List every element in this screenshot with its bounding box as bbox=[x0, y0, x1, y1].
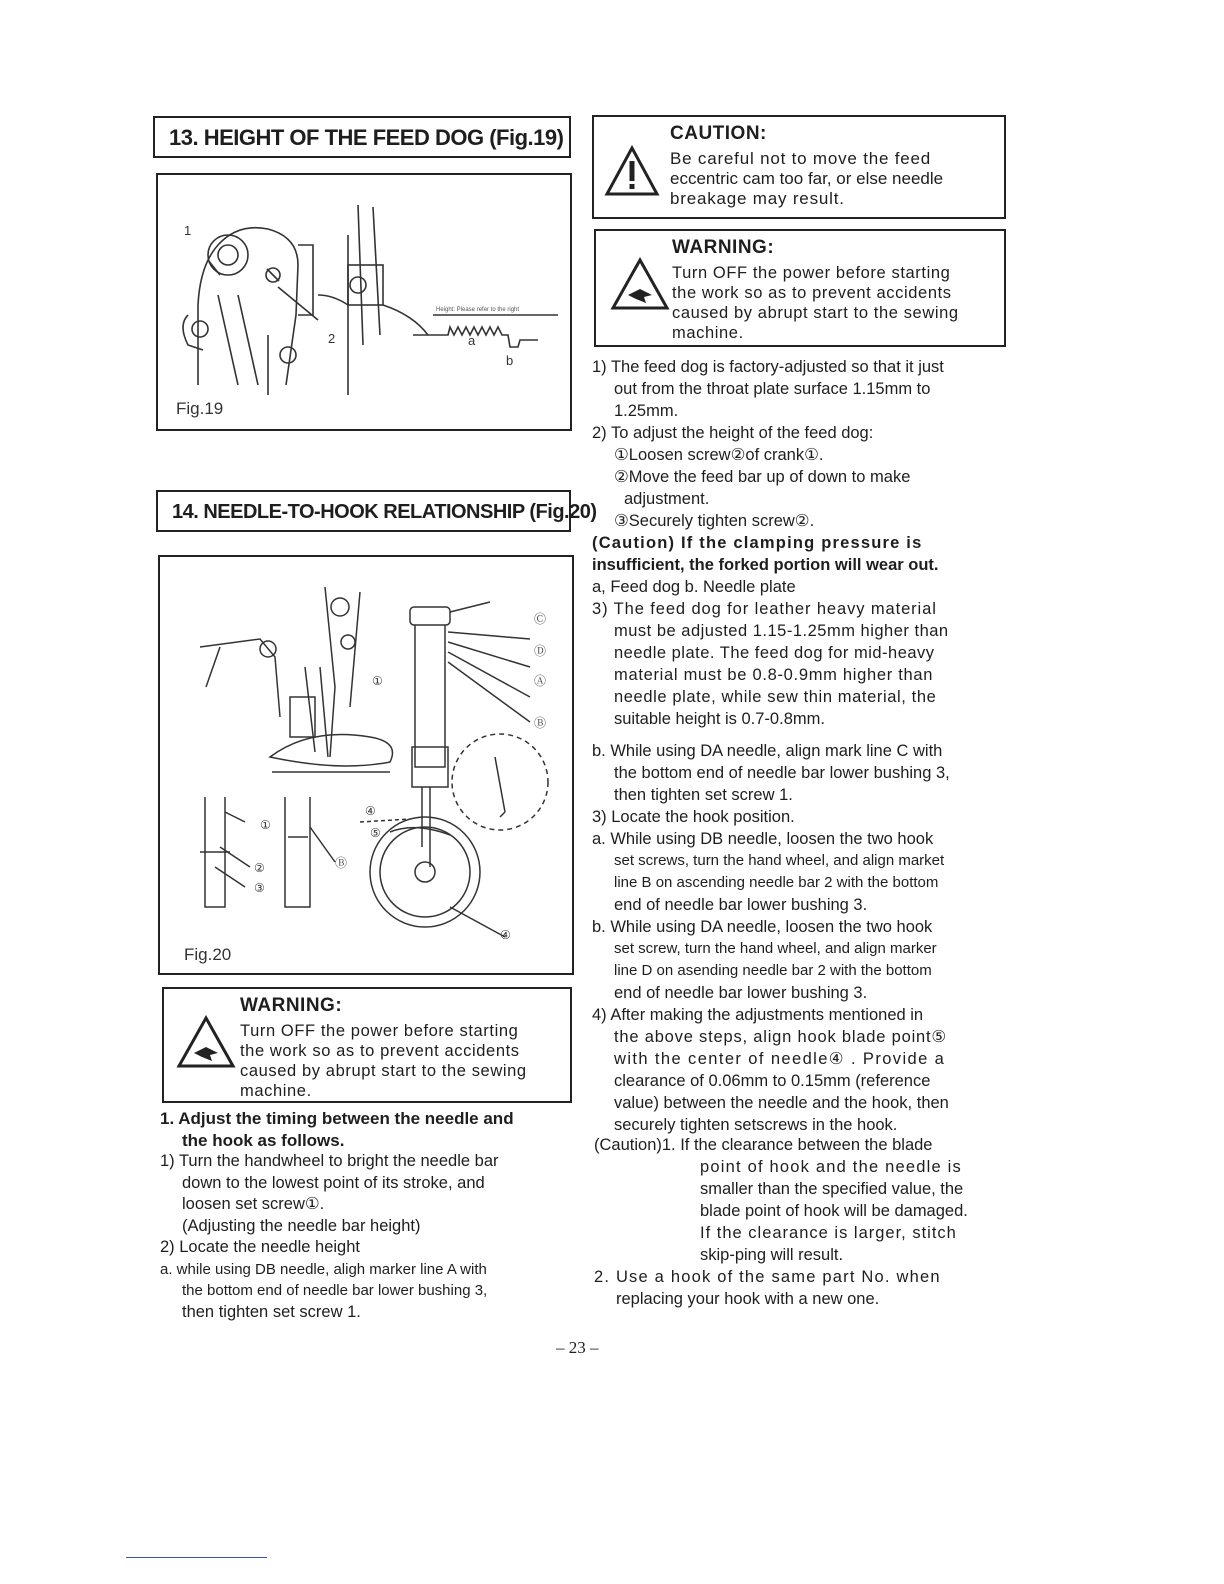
right-line: the above steps, align hook blade point⑤ bbox=[614, 1028, 948, 1046]
right-line: 3) The feed dog for leather heavy material bbox=[592, 600, 937, 618]
fig20-callout-4: ④ bbox=[365, 804, 376, 818]
fig20-callout-2: ② bbox=[254, 861, 265, 875]
left-line: (Adjusting the needle bar height) bbox=[182, 1216, 421, 1235]
right-text-top bbox=[592, 356, 1016, 730]
left-heading-1: 1. Adjust the timing between the needle and bbox=[160, 1109, 514, 1128]
caution-line: Be careful not to move the feed bbox=[670, 149, 932, 168]
section-13-title: 13. HEIGHT OF THE FEED DOG (Fig.19) bbox=[153, 116, 571, 158]
warning-body-right bbox=[672, 263, 959, 343]
warning-box-right bbox=[594, 229, 1006, 347]
fig20-callout-b: Ⓑ bbox=[534, 716, 547, 730]
right-text-bottom bbox=[594, 1134, 1018, 1310]
left-line: down to the lowest point of its stroke, and bbox=[182, 1173, 485, 1192]
fig20-callout-a: Ⓐ bbox=[534, 674, 547, 688]
right-line: end of needle bar lower bushing 3. bbox=[614, 896, 868, 914]
fig19-label: Fig.19 bbox=[176, 399, 224, 418]
warning-line: machine. bbox=[672, 324, 744, 342]
right-line: 3) Locate the hook position. bbox=[592, 808, 795, 826]
right-line: out from the throat plate surface 1.15mm to bbox=[614, 380, 931, 398]
page-number: – 23 – bbox=[556, 1338, 599, 1357]
right-line: b. While using DA needle, align mark line C with bbox=[592, 742, 943, 760]
fig20-callout-4b: ④ bbox=[500, 928, 511, 942]
fig19-callout-a: a bbox=[468, 333, 476, 348]
right-line: 2. Use a hook of the same part No. when bbox=[594, 1268, 941, 1286]
right-line: skip-ping will result. bbox=[700, 1246, 844, 1264]
warning-title-left: WARNING: bbox=[240, 995, 343, 1016]
right-line: must be adjusted 1.15-1.25mm higher than bbox=[614, 622, 949, 640]
warning-line: the work so as to prevent accidents bbox=[672, 284, 952, 302]
warning-line: the work so as to prevent accidents bbox=[240, 1042, 520, 1060]
warning-box-left bbox=[162, 987, 572, 1103]
right-line: 2) To adjust the height of the feed dog: bbox=[592, 424, 874, 442]
right-line: replacing your hook with a new one. bbox=[616, 1290, 880, 1308]
warning-triangle-icon bbox=[176, 1015, 236, 1069]
caution-line: eccentric cam too far, or else needle bbox=[670, 169, 944, 188]
fig20-callout-1: ① bbox=[372, 674, 383, 688]
warning-line: caused by abrupt start to the sewing bbox=[240, 1062, 527, 1080]
right-line: end of needle bar lower bushing 3. bbox=[614, 984, 868, 1002]
figure-19 bbox=[156, 173, 572, 431]
warning-line: caused by abrupt start to the sewing bbox=[672, 304, 959, 322]
right-line: line B on ascending needle bar 2 with the bottom bbox=[614, 874, 939, 891]
caution-box bbox=[592, 115, 1006, 219]
right-line: 1) The feed dog is factory-adjusted so that it just bbox=[592, 358, 944, 376]
caution-line: breakage may result. bbox=[670, 189, 845, 208]
warning-line: machine. bbox=[240, 1082, 312, 1100]
section-14-title: 14. NEEDLE-TO-HOOK RELATIONSHIP (Fig.20) bbox=[156, 490, 571, 532]
fig19-height-note: Height: Please refer to the right bbox=[436, 307, 520, 313]
right-line: ②Move the feed bar up of down to make bbox=[614, 468, 911, 486]
right-line: value) between the needle and the hook, then bbox=[614, 1094, 949, 1112]
caution-body bbox=[670, 149, 943, 209]
warning-title-right: WARNING: bbox=[672, 237, 775, 258]
right-line: material must be 0.8-0.9mm higher than bbox=[614, 666, 934, 684]
caution-title: CAUTION: bbox=[670, 123, 767, 144]
right-caution-line: insufficient, the forked portion will wear out. bbox=[592, 556, 939, 574]
fig19-callout-1: 1 bbox=[184, 223, 192, 238]
left-line: a. while using DB needle, aligh marker line A with bbox=[160, 1260, 487, 1278]
left-line: loosen set screw①. bbox=[182, 1195, 325, 1213]
right-line: ①Loosen screw②of crank①. bbox=[614, 446, 824, 464]
right-line: clearance of 0.06mm to 0.15mm (reference bbox=[614, 1072, 931, 1090]
right-line: then tighten set screw 1. bbox=[614, 786, 793, 804]
fig19-callout-2: 2 bbox=[328, 331, 336, 346]
fig20-callout-5: ⑤ bbox=[370, 826, 381, 840]
feed-dog-illustration bbox=[158, 195, 570, 395]
left-line: the bottom end of needle bar lower bushing 3, bbox=[182, 1282, 488, 1299]
right-line: ③Securely tighten screw②. bbox=[614, 512, 815, 530]
fig20-callout-1b: ① bbox=[260, 818, 271, 832]
left-line: 1) Turn the handwheel to bright the needle bar bbox=[160, 1152, 499, 1170]
fig19-callout-b: b bbox=[506, 353, 514, 368]
fig20-label: Fig.20 bbox=[184, 945, 232, 964]
figure-20 bbox=[158, 555, 574, 975]
fig20-callout-c: Ⓒ bbox=[534, 612, 547, 626]
right-line: set screws, turn the hand wheel, and align market bbox=[614, 852, 945, 869]
right-line: with the center of needle④ . Provide a bbox=[614, 1050, 946, 1068]
right-line: 1.25mm. bbox=[614, 402, 679, 420]
right-line: a, Feed dog b. Needle plate bbox=[592, 578, 796, 596]
right-line: set screw, turn the hand wheel, and align marker bbox=[614, 940, 937, 957]
left-heading-2: the hook as follows. bbox=[182, 1130, 345, 1150]
right-line: suitable height is 0.7-0.8mm. bbox=[614, 710, 825, 728]
right-line: b. While using DA needle, loosen the two hook bbox=[592, 918, 933, 936]
left-line: 2) Locate the needle height bbox=[160, 1238, 360, 1256]
warning-body-left bbox=[240, 1021, 527, 1101]
left-line: then tighten set screw 1. bbox=[182, 1302, 361, 1321]
right-line: the bottom end of needle bar lower bushing 3, bbox=[614, 764, 950, 782]
right-line: adjustment. bbox=[624, 490, 710, 508]
right-line: needle plate, while sew thin material, the bbox=[614, 688, 937, 706]
right-line: a. While using DB needle, loosen the two hook bbox=[592, 830, 934, 848]
right-caution-line: (Caution) If the clamping pressure is bbox=[592, 534, 923, 552]
right-line: 4) After making the adjustments mentioned in bbox=[592, 1006, 924, 1024]
right-line: (Caution)1. If the clearance between the blade bbox=[594, 1136, 933, 1154]
needle-hook-illustration bbox=[160, 567, 572, 947]
right-line: smaller than the specified value, the bbox=[700, 1180, 964, 1198]
right-line: point of hook and the needle is bbox=[700, 1158, 962, 1176]
left-steps bbox=[160, 1108, 590, 1323]
right-text-middle bbox=[592, 740, 1016, 1136]
warning-line: Turn OFF the power before starting bbox=[672, 264, 951, 282]
caution-triangle-icon bbox=[604, 145, 660, 197]
right-line: securely tighten setscrews in the hook. bbox=[614, 1116, 898, 1134]
warning-triangle-icon bbox=[610, 257, 670, 311]
right-line: needle plate. The feed dog for mid-heavy bbox=[614, 644, 935, 662]
fig20-callout-b2: Ⓑ bbox=[335, 856, 348, 870]
warning-line: Turn OFF the power before starting bbox=[240, 1022, 519, 1040]
right-line: blade point of hook will be damaged. bbox=[700, 1202, 968, 1220]
right-line: If the clearance is larger, stitch bbox=[700, 1224, 957, 1242]
fig20-callout-d: Ⓓ bbox=[534, 644, 547, 658]
right-line: line D on asending needle bar 2 with the bottom bbox=[614, 962, 932, 979]
footer-rule bbox=[126, 1557, 267, 1558]
fig20-callout-3: ③ bbox=[254, 881, 265, 895]
